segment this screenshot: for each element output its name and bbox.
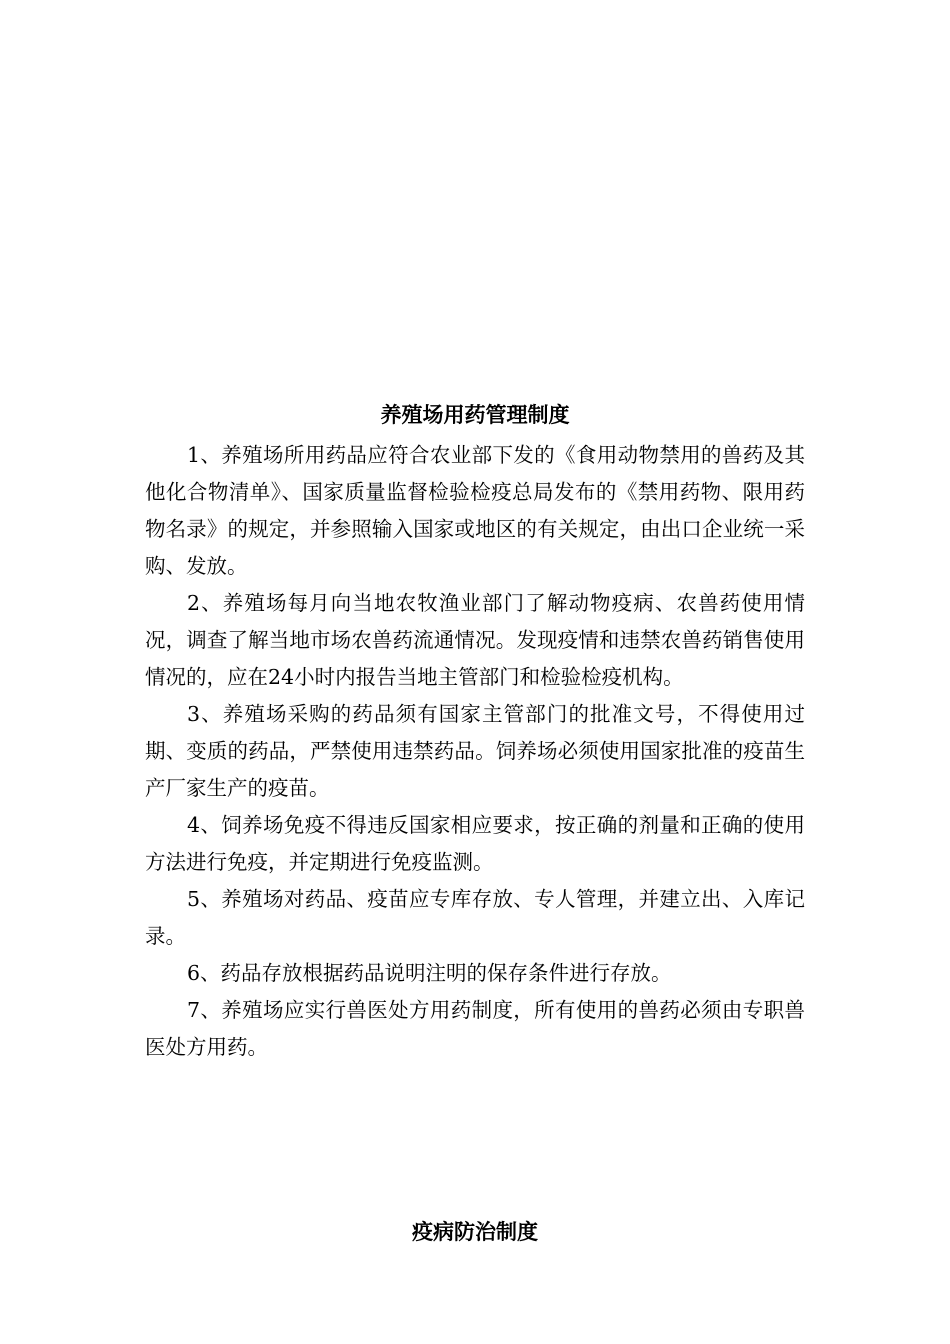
- paragraph-2: 2、养殖场每月向当地农牧渔业部门了解动物疫病、农兽药使用情况，调查了解当地市场农兽药流通情况。发现疫情和违禁农兽药销售使用情况的，应在24小时内报告当地主管部门和检验检疫机构。: [145, 591, 805, 689]
- section-body-drug-management: [145, 437, 805, 1066]
- paragraph-1: 1、养殖场所用药品应符合农业部下发的《食用动物禁用的兽药及其他化合物清单》、国家质量监督检验检疫总局发布的《禁用药物、限用药物名录》的规定，并参照输入国家或地区的有关规定，由出口企业统一采购、发放。: [145, 443, 805, 578]
- paragraph-6: 6、药品存放根据药品说明注明的保存条件进行存放。: [187, 961, 672, 985]
- paragraph-3: 3、养殖场采购的药品须有国家主管部门的批准文号，不得使用过期、变质的药品，严禁使用违禁药品。饲养场必须使用国家批准的疫苗生产厂家生产的疫苗。: [145, 702, 805, 800]
- paragraph-4: 4、饲养场免疫不得违反国家相应要求，按正确的剂量和正确的使用方法进行免疫，并定期进行免疫监测。: [145, 813, 805, 874]
- paragraph-7: 7、养殖场应实行兽医处方用药制度，所有使用的兽药必须由专职兽医处方用药。: [145, 998, 805, 1059]
- section-title-disease-prevention: 疫病防治制度: [412, 1219, 538, 1244]
- paragraph-5: 5、养殖场对药品、疫苗应专库存放、专人管理，并建立出、入库记录。: [145, 887, 805, 948]
- section-title-drug-management: 养殖场用药管理制度: [380, 402, 570, 427]
